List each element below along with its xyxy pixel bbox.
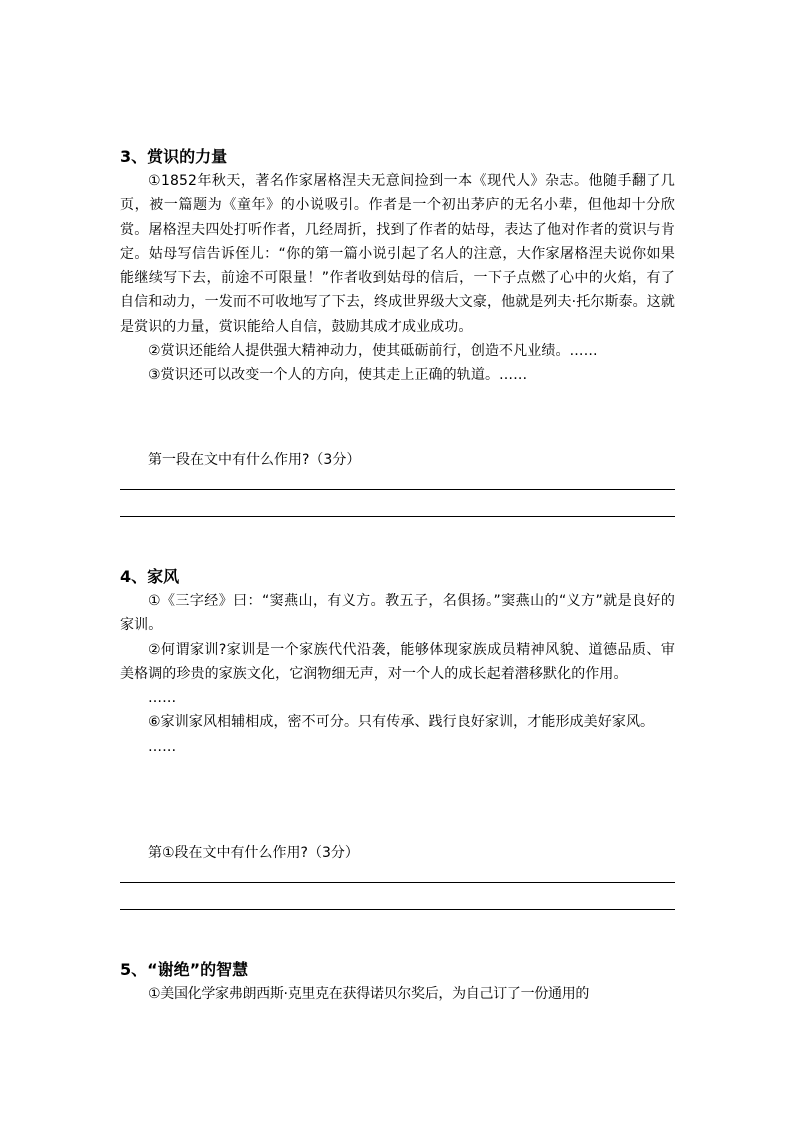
paragraph-2: ②何谓家训?家训是一个家族代代沿袭，能够体现家族成员精神风貌、道德品质、审美格调的珍贵的家族文化，它润物细无声，对一个人的成长起着潜移默化的作用。 [120,641,675,682]
paragraph-3: ③赏识还可以改变一个人的方向，使其走上正确的轨道。…… [148,367,528,384]
ellipsis: …… [148,690,177,707]
section-heading: 3、赏识的力量 [120,147,228,166]
answer-line[interactable] [120,489,675,490]
paragraph-6: ⑥家训家风相辅相成，密不可分。只有传承、践行良好家训，才能形成美好家风。 [148,714,655,731]
paragraph-1: ①美国化学家弗朗西斯·克里克在获得诺贝尔奖后，为自己订了一份通用的 [148,986,590,1002]
paragraph-2: ②赏识还能给人提供强大精神动力，使其砥砺前行，创造不凡业绩。…… [148,343,598,360]
question-text: 第一段在文中有什么作用?（3分） [148,452,361,468]
paragraph-1: ①1852年秋天，著名作家屠格涅夫无意间捡到一本《现代人》杂志。他随手翻了几页，被一篇题为《童年》的小说吸引。作者是一个初出茅庐的无名小辈，但他却十分欣赏。屠格涅夫四处打听作者，几经周折，找到了作者的姑母，表达了他对作者的赏识与肯定。姑母写信告诉侄儿：“你的第一篇小说引起了名人的注意，大作家屠格涅夫说你如果能继续写下去，前途不可限量！”作者收到姑母的信后，一下子点燃了心中的火焰，有了自信和动力，一发而不可收地写了下去，终成世界级大文豪，他就是列夫·托尔斯泰。这就是赏识的力量，赏识能给人自信，鼓励其成才成业成功。 [120,173,675,335]
section-3 [120,145,675,388]
answer-line[interactable] [120,516,675,517]
paragraph-1: ①《三字经》曰：“窦燕山，有义方。教五子，名俱扬。”窦燕山的“义方”就是良好的家训。 [120,593,675,634]
section-4 [120,565,675,759]
section-5 [120,958,675,1006]
answer-line[interactable] [120,909,675,910]
question-text: 第①段在文中有什么作用?（3分） [148,845,359,861]
ellipsis: …… [148,738,177,755]
answer-line[interactable] [120,882,675,883]
section-heading: 4、家风 [120,567,180,586]
section-heading: 5、“谢绝”的智慧 [120,960,249,979]
